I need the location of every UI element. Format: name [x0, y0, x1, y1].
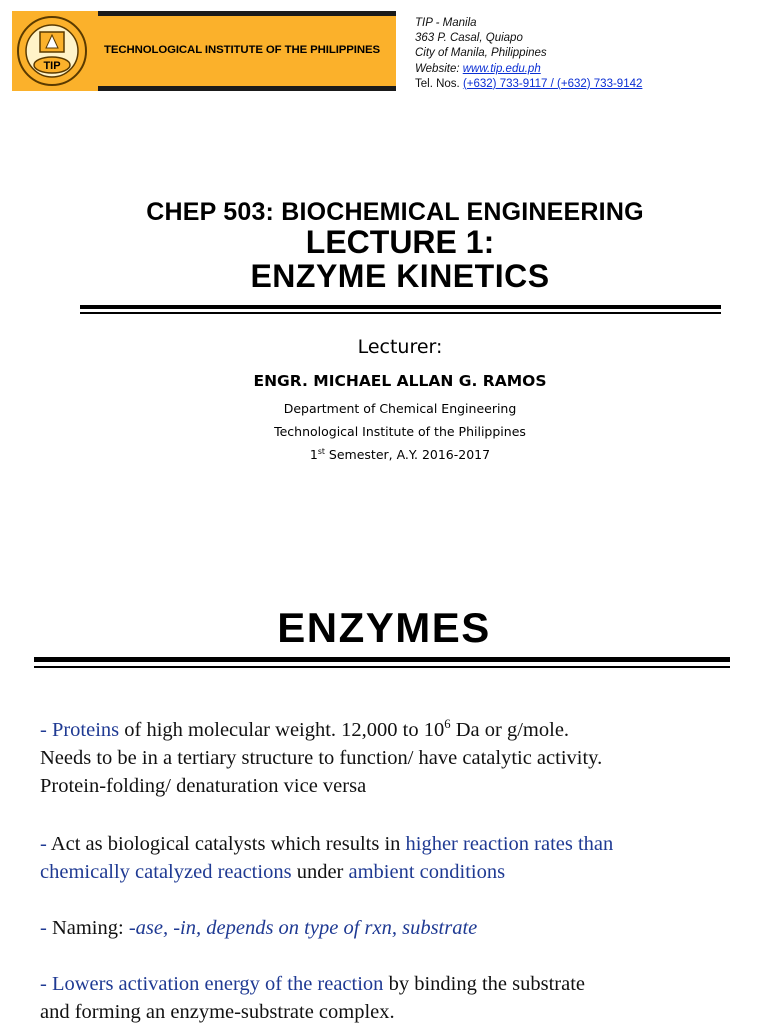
lecture-topic: ENZYME KINETICS — [250, 258, 550, 294]
contact-campus: TIP - Manila — [415, 17, 477, 29]
logo-text: TIP — [43, 60, 61, 72]
bullet-catalysts: - Act as biological catalysts which results in higher reaction rates than chemically catalyzed reactions under ambient conditions — [40, 833, 614, 883]
course-title: CHEP 503: BIOCHEMICAL ENGINEERING — [146, 198, 644, 226]
institute-banner — [12, 11, 396, 91]
enzymes-rule-thick — [34, 657, 730, 662]
institute-name: TECHNOLOGICAL INSTITUTE OF THE PHILIPPINES — [104, 44, 380, 56]
banner-bottom-bar — [98, 86, 396, 91]
tel-label: Tel. Nos. — [415, 77, 463, 90]
title-rule-thin — [80, 312, 721, 314]
contact-city: City of Manila, Philippines — [415, 47, 547, 60]
semester: 1st Semester, A.Y. 2016-2017 — [309, 446, 491, 462]
lecture-number: LECTURE 1: — [305, 224, 495, 260]
website-label: Website: — [415, 62, 463, 75]
website-link[interactable]: www.tip.edu.ph — [462, 62, 541, 75]
banner-top-bar — [98, 11, 396, 16]
bullet-activation-energy: - Lowers activation energy of the reaction by binding the substrate and forming an enzyme-substrate complex. — [40, 973, 585, 1023]
contact-block — [415, 16, 642, 92]
institute: Technological Institute of the Philippines — [274, 424, 526, 439]
enzymes-rule-thin — [34, 666, 730, 668]
title-rule-thick — [80, 305, 721, 309]
contact-website — [415, 62, 642, 77]
bullet-naming: - Naming: -ase, -in, depends on type of rxn, substrate — [40, 917, 478, 939]
contact-street: 363 P. Casal, Quiapo — [415, 32, 523, 45]
contact-phone — [415, 77, 642, 92]
tip-logo-icon — [16, 15, 88, 87]
tel-link[interactable]: (+632) 733-9117 / (+632) 733-9142 — [462, 77, 643, 90]
bullet-proteins: - Proteins of high molecular weight. 12,000 to $10^6$ Da or g/mole. Needs to be in a tertiary structure to function/ have catalytic activity. Protein-folding/ denaturation vice versa — [40, 717, 603, 797]
enzymes-title: ENZYMES — [277, 604, 491, 651]
lecturer-label: Lecturer: — [357, 336, 443, 358]
lecturer-name: ENGR. MICHAEL ALLAN G. RAMOS — [253, 372, 547, 390]
department: Department of Chemical Engineering — [283, 401, 517, 416]
